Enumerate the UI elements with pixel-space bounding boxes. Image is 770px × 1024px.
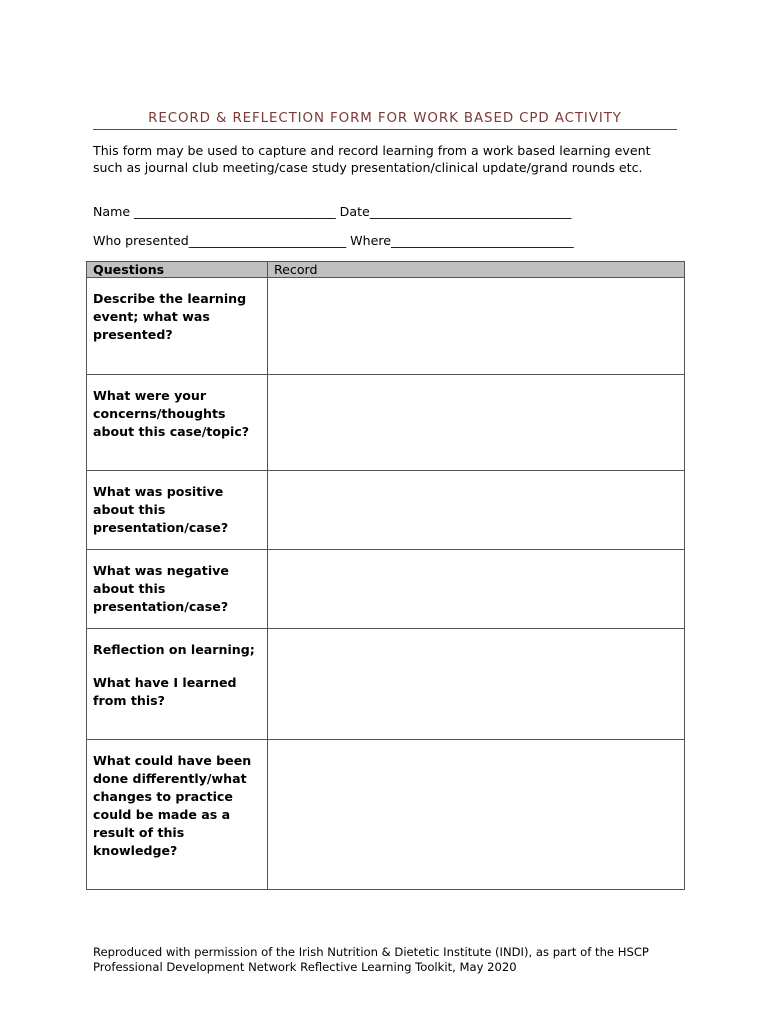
table-row [87, 278, 685, 375]
record-cell[interactable] [268, 471, 685, 550]
record-cell[interactable] [268, 278, 685, 375]
table-row [87, 629, 685, 740]
question-cell [87, 629, 268, 740]
intro-text: This form may be used to capture and record learning from a work based learning event such as journal club meeting/case study presentation/clinical update/grand rounds etc. [93, 143, 651, 175]
reflection-table [86, 261, 685, 890]
question-text: What was positive about this presentation/case? [93, 484, 229, 535]
record-cell[interactable] [268, 550, 685, 629]
presenter-where-line: Who presented_________________________ Where_____________________________ [93, 233, 574, 248]
question-text: Reflection on learning; [93, 642, 255, 657]
table-row [87, 471, 685, 550]
question-text: What were your concerns/thoughts about this case/topic? [93, 388, 250, 439]
questions-header: Questions [87, 262, 268, 278]
question-text: What was negative about this presentation/case? [93, 563, 229, 614]
question-cell [87, 740, 268, 890]
record-header: Record [268, 262, 685, 278]
question-text: Describe the learning event; what was presented? [93, 291, 247, 342]
footer-credit: Reproduced with permission of the Irish Nutrition & Dietetic Institute (INDI), as part of the HSCP Professional Development Network Reflective Learning Toolkit, May 2020 [93, 945, 649, 974]
question-cell [87, 375, 268, 471]
table-header-row [87, 262, 685, 278]
question-text: What could have been done differently/what changes to practice could be made as a result of this knowledge? [93, 753, 252, 858]
question-cell [87, 550, 268, 629]
question-cell [87, 278, 268, 375]
record-cell[interactable] [268, 740, 685, 890]
name-date-line: Name ________________________________ Date________________________________ [93, 204, 572, 219]
form-title: RECORD & REFLECTION FORM FOR WORK BASED CPD ACTIVITY [93, 111, 677, 130]
record-cell[interactable] [268, 375, 685, 471]
question-cell [87, 471, 268, 550]
record-cell[interactable] [268, 629, 685, 740]
question-text-secondary: What have I learned from this? [93, 675, 237, 708]
table-row [87, 550, 685, 629]
table-row [87, 375, 685, 471]
table-row [87, 740, 685, 890]
